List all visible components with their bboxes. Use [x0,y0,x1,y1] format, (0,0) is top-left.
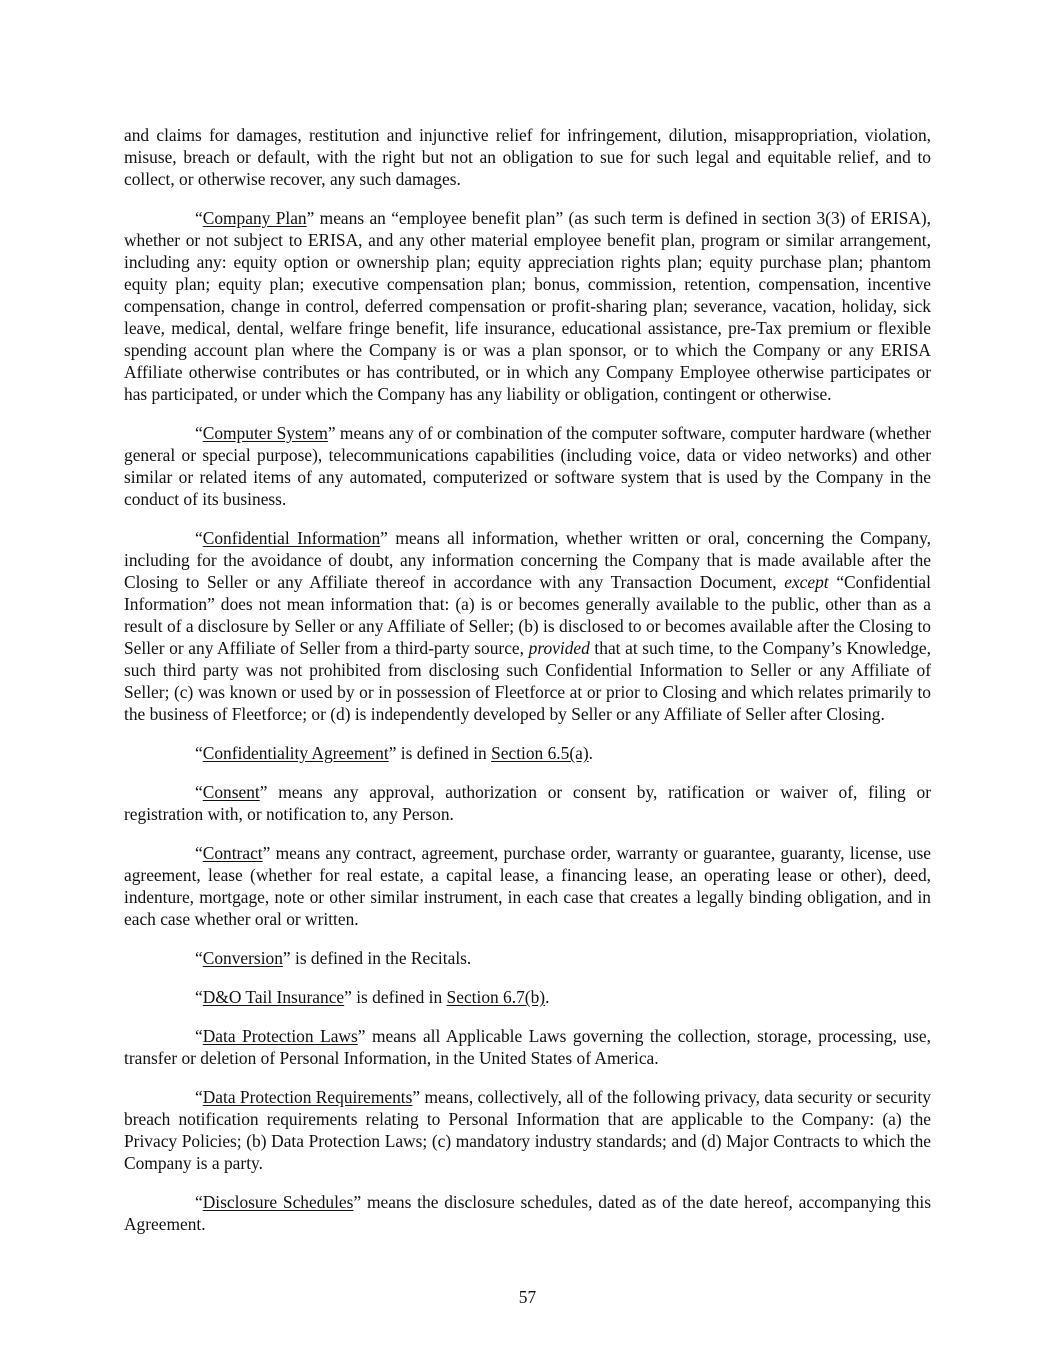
definition-text: ” means any approval, authorization or consent by, ratification or waiver of, filing or registration with, or notification to, any Person. [124,782,931,824]
definition-contract [124,842,931,930]
definition-text: ” means all information, whether written or oral, concerning the Company, including for the avoidance of doubt, any information concerning the Company that is made available after the Closing to Seller or any Affiliate thereof in accordance with any Transaction Document, [124,528,931,592]
open-quote: “ [195,528,203,548]
defined-term: Consent [202,782,260,802]
definition-disclosure-schedules [124,1191,931,1235]
period: . [545,987,550,1007]
defined-term: Company Plan [202,208,307,228]
open-quote: “ [195,843,203,863]
definition-text: ” means any contract, agreement, purchase order, warranty or guarantee, guaranty, license, use agreement, lease (whether for real estate, a capital lease, a financing lease, an operating lease or other), deed, indenture, mortgage, note or other similar instrument, in each case that creates a legally binding obligation, and in each case whether oral or written. [124,843,931,929]
definition-confidentiality-agreement [124,742,931,764]
definition-text: ” is defined in the Recitals. [282,948,472,968]
open-quote: “ [195,1026,203,1046]
defined-term: Data Protection Laws [202,1026,358,1046]
definition-do-tail-insurance [124,986,931,1008]
defined-term: Disclosure Schedules [202,1192,354,1212]
definition-text: ” means any of or combination of the computer software, computer hardware (whether general or special purpose), telecommunications capabilities (including voice, data or video networks) and other similar or related items of any automated, computerized or software system that is used by the Company in the conduct of its business. [124,423,931,509]
defined-term: Data Protection Requirements [202,1087,413,1107]
italic-term: except [784,572,829,592]
open-quote: “ [195,208,203,228]
open-quote: “ [195,948,203,968]
definition-text: “Confidential Information” does not mean information that: (a) is or becomes generally available to the public, other than as a result of a disclosure by Seller or any Affiliate of Seller; (b) is disclosed to or becomes available after the Closing to Seller or any Affiliate of Seller from a third-party source, [124,572,931,658]
defined-term: D&O Tail Insurance [202,987,345,1007]
definition-text: ” means, collectively, all of the following privacy, data security or security breach notification requirements relating to Personal Information that are applicable to the Company: (a) the Privacy Policies; (b) Data Protection Laws; (c) mandatory industry standards; and (d) Major Contracts to which the Company is a party. [124,1087,931,1173]
defined-term: Computer System [202,423,328,443]
period: . [588,743,593,763]
open-quote: “ [195,1087,203,1107]
definition-computer-system [124,422,931,510]
defined-term: Confidentiality Agreement [202,743,389,763]
section-reference: Section 6.5(a) [491,743,589,763]
paragraph-continued [124,124,931,190]
paragraph-text: and claims for damages, restitution and injunctive relief for infringement, dilution, misappropriation, violation, misuse, breach or default, with the right but not an obligation to sue for such legal and equitable relief, and to collect, or otherwise recover, any such damages. [124,125,931,189]
definition-text: ” means the disclosure schedules, dated as of the date hereof, accompanying this Agreement. [124,1192,932,1234]
open-quote: “ [195,743,203,763]
definition-text: ” means all Applicable Laws governing the collection, storage, processing, use, transfer or deletion of Personal Information, in the United States of America. [124,1026,931,1068]
open-quote: “ [195,1192,203,1212]
definition-text: ” means an “employee benefit plan” (as such term is defined in section 3(3) of ERISA), whether or not subject to ERISA, and any other material employee benefit plan, program or similar arrangement, including any: equity option or ownership plan; equity appreciation rights plan; equity purchase plan; phantom equity plan; equity plan; executive compensation plan; bonus, commission, retention, compensation, incentive compensation, change in control, deferred compensation or profit-sharing plan; severance, vacation, holiday, sick leave, medical, dental, welfare fringe benefit, life insurance, educational assistance, pre-Tax premium or flexible spending account plan where the Company is or was a plan sponsor, or to which the Company or any ERISA Affiliate otherwise contributes or has contributed, or in which any Company Employee otherwise participates or has participated, or under which the Company has any liability or obligation, contingent or otherwise. [124,208,931,404]
definition-text: ” is defined in [388,743,492,763]
definition-company-plan [124,207,931,405]
definition-data-protection-requirements [124,1086,931,1174]
definition-consent [124,781,931,825]
open-quote: “ [195,987,203,1007]
document-page [124,124,931,1252]
defined-term: Confidential Information [202,528,381,548]
page-number: 57 [518,1287,537,1307]
defined-term: Conversion [202,948,283,968]
definition-conversion [124,947,931,969]
italic-term: provided [528,638,590,658]
defined-term: Contract [202,843,263,863]
definition-data-protection-laws [124,1025,931,1069]
definition-confidential-information [124,527,931,725]
open-quote: “ [195,423,203,443]
open-quote: “ [195,782,203,802]
definition-text: that at such time, to the Company’s Knowledge, such third party was not prohibited from disclosing such Confidential Information to Seller or any Affiliate of Seller; (c) was known or used by or in possession of Fleetforce at or prior to Closing and which relates primarily to the business of Fleetforce; or (d) is independently developed by Seller or any Affiliate of Seller after Closing. [124,638,932,724]
definition-text: ” is defined in [344,987,447,1007]
section-reference: Section 6.7(b) [446,987,546,1007]
